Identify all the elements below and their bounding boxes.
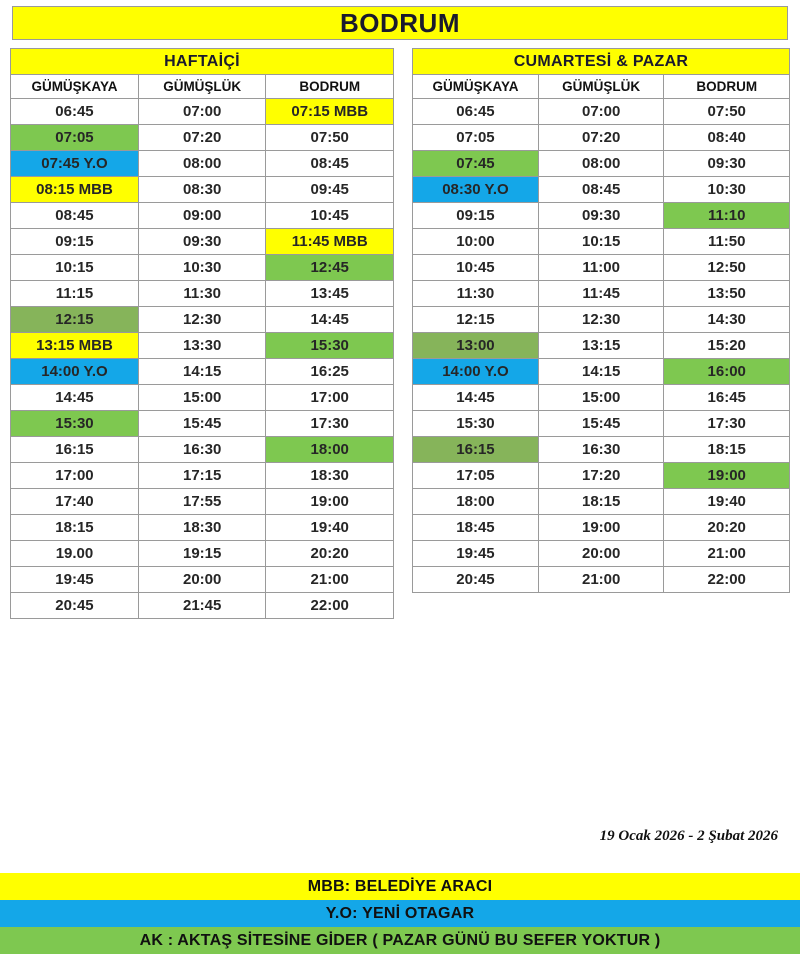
table-row (413, 463, 790, 489)
table-cell-time: 20:45 (413, 567, 539, 593)
table-cell-time: 14:00 Y.O (413, 359, 539, 385)
table-row (11, 541, 394, 567)
table-row (11, 567, 394, 593)
table-cell-time: 16:30 (138, 437, 266, 463)
table-cell-time: 07:50 (266, 125, 394, 151)
table-row (413, 255, 790, 281)
table-cell-time: 10:15 (11, 255, 139, 281)
table-row (11, 281, 394, 307)
table-cell-time: 16:15 (11, 437, 139, 463)
table-cell-time: 19:40 (664, 489, 790, 515)
table-cell-time: 13:50 (664, 281, 790, 307)
table-cell-time: 06:45 (11, 99, 139, 125)
column-header-gumuskaya: GÜMÜŞKAYA (11, 75, 139, 99)
timetable-haftaici-body (11, 99, 394, 619)
table-cell-time: 19:45 (11, 567, 139, 593)
timetable-cumartesi-pazar-column-headers (413, 75, 790, 99)
table-row (413, 359, 790, 385)
table-cell-time: 07:00 (538, 99, 664, 125)
table-cell-time: 18:00 (413, 489, 539, 515)
table-row (413, 151, 790, 177)
table-cell-time: 22:00 (266, 593, 394, 619)
table-cell-time: 11:45 (538, 281, 664, 307)
table-cell-time: 08:30 Y.O (413, 177, 539, 203)
table-row (11, 437, 394, 463)
table-cell-time: 18:15 (538, 489, 664, 515)
table-row (11, 333, 394, 359)
table-cell-time: 21:45 (138, 593, 266, 619)
page-title: BODRUM (340, 7, 460, 38)
table-cell-time: 13:30 (138, 333, 266, 359)
table-cell-time: 09:00 (138, 203, 266, 229)
table-cell-time: 10:00 (413, 229, 539, 255)
table-cell-time: 16:00 (664, 359, 790, 385)
table-cell-time: 14:45 (413, 385, 539, 411)
column-header-gumusluk: GÜMÜŞLÜK (538, 75, 664, 99)
table-cell-time: 10:30 (664, 177, 790, 203)
table-cell-time: 21:00 (664, 541, 790, 567)
table-cell-time: 17:20 (538, 463, 664, 489)
table-cell-time: 08:00 (538, 151, 664, 177)
table-cell-time: 17:05 (413, 463, 539, 489)
table-cell-time: 18:30 (266, 463, 394, 489)
table-row (11, 359, 394, 385)
table-cell-time: 19:00 (664, 463, 790, 489)
table-row (413, 567, 790, 593)
timetable-cumartesi-pazar-group-header: CUMARTESİ & PAZAR (413, 49, 790, 75)
table-row (413, 281, 790, 307)
table-cell-time: 07:15 MBB (266, 99, 394, 125)
table-cell-time: 14:15 (138, 359, 266, 385)
table-cell-time: 07:50 (664, 99, 790, 125)
table-row (11, 255, 394, 281)
table-row (413, 489, 790, 515)
table-row (11, 125, 394, 151)
table-cell-time: 11:30 (413, 281, 539, 307)
table-cell-time: 09:15 (413, 203, 539, 229)
table-cell-time: 08:45 (538, 177, 664, 203)
table-cell-time: 15:30 (11, 411, 139, 437)
legend (0, 873, 800, 954)
table-row (413, 99, 790, 125)
table-cell-time: 16:25 (266, 359, 394, 385)
table-row (11, 177, 394, 203)
table-cell-time: 14:15 (538, 359, 664, 385)
table-cell-time: 18:00 (266, 437, 394, 463)
table-cell-time: 21:00 (538, 567, 664, 593)
table-cell-time: 17:00 (266, 385, 394, 411)
table-row (413, 515, 790, 541)
table-cell-time: 16:15 (413, 437, 539, 463)
table-cell-time: 12:15 (413, 307, 539, 333)
table-cell-time: 17:40 (11, 489, 139, 515)
legend-row-ak (0, 927, 800, 954)
table-cell-time: 16:30 (538, 437, 664, 463)
table-row (413, 411, 790, 437)
table-cell-time: 13:45 (266, 281, 394, 307)
table-cell-time: 19:15 (138, 541, 266, 567)
column-header-gumuskaya: GÜMÜŞKAYA (413, 75, 539, 99)
table-cell-time: 09:30 (664, 151, 790, 177)
table-cell-time: 19:00 (538, 515, 664, 541)
table-cell-time: 11:50 (664, 229, 790, 255)
table-cell-time: 17:00 (11, 463, 139, 489)
page-title-bar (12, 6, 788, 40)
table-cell-time: 08:40 (664, 125, 790, 151)
table-cell-time: 09:30 (138, 229, 266, 255)
table-cell-time: 22:00 (664, 567, 790, 593)
table-cell-time: 07:20 (538, 125, 664, 151)
table-cell-empty (664, 593, 790, 619)
table-cell-time: 07:20 (138, 125, 266, 151)
table-cell-time: 10:45 (266, 203, 394, 229)
table-cell-time: 21:00 (266, 567, 394, 593)
table-cell-time: 19.00 (11, 541, 139, 567)
table-cell-time: 15:00 (538, 385, 664, 411)
table-row (413, 203, 790, 229)
timetable-haftaici (10, 48, 394, 619)
table-row (11, 307, 394, 333)
table-cell-time: 14:30 (664, 307, 790, 333)
column-header-gumusluk: GÜMÜŞLÜK (138, 75, 266, 99)
table-cell-time: 11:00 (538, 255, 664, 281)
table-cell-time: 07:45 (413, 151, 539, 177)
table-cell-time: 11:45 MBB (266, 229, 394, 255)
table-cell-time: 15:45 (538, 411, 664, 437)
table-cell-time: 07:00 (138, 99, 266, 125)
table-cell-time: 20:00 (538, 541, 664, 567)
table-cell-time: 11:30 (138, 281, 266, 307)
table-cell-time: 13:15 (538, 333, 664, 359)
table-row (11, 515, 394, 541)
table-cell-time: 10:15 (538, 229, 664, 255)
legend-text-mbb: MBB: BELEDİYE ARACI (307, 877, 493, 895)
table-cell-time: 14:45 (11, 385, 139, 411)
table-cell-time: 20:20 (664, 515, 790, 541)
table-cell-time: 12:30 (138, 307, 266, 333)
timetable-haftaici-group-header: HAFTAİÇİ (11, 49, 394, 75)
table-cell-time: 16:45 (664, 385, 790, 411)
table-cell-time: 17:15 (138, 463, 266, 489)
table-row (413, 125, 790, 151)
legend-row-yo (0, 900, 800, 927)
table-cell-time: 09:30 (538, 203, 664, 229)
table-cell-time: 15:00 (138, 385, 266, 411)
table-cell-time: 15:30 (413, 411, 539, 437)
table-row (11, 411, 394, 437)
table-cell-time: 18:45 (413, 515, 539, 541)
table-row (413, 593, 790, 619)
table-cell-time: 11:15 (11, 281, 139, 307)
table-row (11, 99, 394, 125)
table-cell-time: 12:15 (11, 307, 139, 333)
table-cell-time: 08:30 (138, 177, 266, 203)
legend-row-mbb (0, 873, 800, 900)
table-cell-time: 19:40 (266, 515, 394, 541)
table-row (11, 489, 394, 515)
table-cell-time: 12:45 (266, 255, 394, 281)
table-cell-empty (538, 593, 664, 619)
table-cell-time: 10:45 (413, 255, 539, 281)
table-cell-time: 07:45 Y.O (11, 151, 139, 177)
timetable-haftaici-column-headers (11, 75, 394, 99)
table-row (413, 307, 790, 333)
table-cell-time: 17:55 (138, 489, 266, 515)
table-cell-time: 11:10 (664, 203, 790, 229)
table-row (413, 229, 790, 255)
table-cell-time: 09:15 (11, 229, 139, 255)
column-header-bodrum: BODRUM (664, 75, 790, 99)
table-cell-time: 08:15 MBB (11, 177, 139, 203)
table-cell-time: 17:30 (266, 411, 394, 437)
table-cell-time: 18:15 (664, 437, 790, 463)
table-cell-time: 08:45 (266, 151, 394, 177)
table-cell-time: 15:30 (266, 333, 394, 359)
table-row (11, 203, 394, 229)
table-row (413, 385, 790, 411)
table-cell-time: 19:00 (266, 489, 394, 515)
table-cell-time: 09:45 (266, 177, 394, 203)
table-cell-time: 08:45 (11, 203, 139, 229)
table-cell-time: 07:05 (11, 125, 139, 151)
table-cell-time: 19:45 (413, 541, 539, 567)
legend-text-ak: AK : AKTAŞ SİTESİNE GİDER ( PAZAR GÜNÜ BU SEFER YOKTUR ) (139, 931, 661, 949)
table-cell-time: 12:30 (538, 307, 664, 333)
table-row (413, 333, 790, 359)
table-row (11, 229, 394, 255)
column-header-bodrum: BODRUM (266, 75, 394, 99)
table-cell-time: 07:05 (413, 125, 539, 151)
table-cell-time: 14:45 (266, 307, 394, 333)
table-cell-time: 18:15 (11, 515, 139, 541)
table-row (413, 437, 790, 463)
table-row (11, 151, 394, 177)
table-cell-time: 06:45 (413, 99, 539, 125)
table-cell-time: 20:00 (138, 567, 266, 593)
table-cell-time: 12:50 (664, 255, 790, 281)
timetable-cumartesi-pazar-body (413, 99, 790, 620)
table-cell-time: 08:00 (138, 151, 266, 177)
table-row (11, 385, 394, 411)
legend-text-yo: Y.O: YENİ OTAGAR (325, 904, 475, 922)
table-row (11, 593, 394, 619)
table-row (11, 463, 394, 489)
table-cell-time: 20:20 (266, 541, 394, 567)
table-cell-time: 10:30 (138, 255, 266, 281)
table-cell-time: 15:20 (664, 333, 790, 359)
table-row (413, 177, 790, 203)
table-cell-time: 13:00 (413, 333, 539, 359)
table-cell-time: 15:45 (138, 411, 266, 437)
table-cell-empty (413, 593, 539, 619)
table-cell-time: 17:30 (664, 411, 790, 437)
timetables-container (0, 48, 800, 619)
table-row (413, 541, 790, 567)
table-cell-time: 20:45 (11, 593, 139, 619)
table-cell-time: 14:00 Y.O (11, 359, 139, 385)
table-cell-time: 13:15 MBB (11, 333, 139, 359)
validity-date-range: 19 Ocak 2026 - 2 Şubat 2026 (599, 828, 778, 844)
timetable-cumartesi-pazar (412, 48, 790, 619)
table-cell-time: 18:30 (138, 515, 266, 541)
